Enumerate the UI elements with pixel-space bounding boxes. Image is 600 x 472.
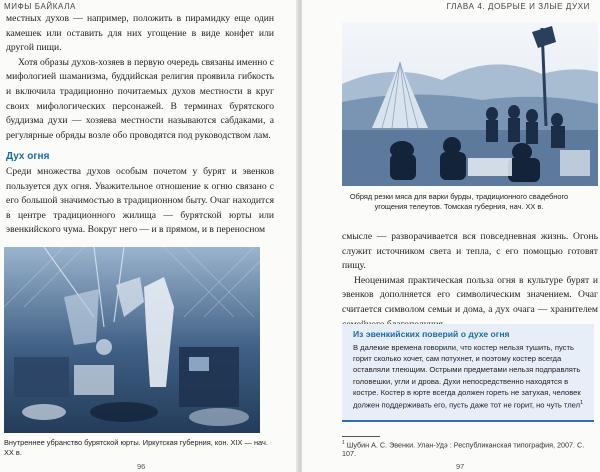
sidebar-body	[353, 342, 587, 411]
footnote-rule	[342, 436, 380, 437]
right-running-head: ГЛАВА 4. ДОБРЫЕ И ЗЛЫЕ ДУХИ	[446, 2, 590, 11]
left-running-head: МИФЫ БАЙКАЛА	[4, 2, 76, 11]
right-body-text	[342, 230, 598, 332]
wedding-feast-photo	[342, 22, 598, 186]
wedding-feast-image	[342, 22, 598, 186]
footnote-number: 1	[342, 440, 345, 446]
footnote-text: Шубин А. С. Эвенки. Улан-Удэ : Республиканская типография, 2007. С. 107.	[342, 440, 585, 459]
paragraph-fire-spirit: Среди множества духов особым почетом у бурят и эвенков пользуется дух огня. Уважительное отношение к огню связано с его большой значимостью в традиционном быту. Очаг находится в центре традиционного жилища — бурятской юрты или эвенкийского чума. Вокруг него — и в прямом, и в переносном	[6, 166, 274, 236]
yurt-interior-photo	[4, 247, 260, 433]
left-section-text	[6, 165, 274, 238]
left-body-text	[6, 12, 274, 143]
paragraph-continued: местных духов — например, положить в пирамидку еще один камешек или оставить для них угощение в виде конфет или другой пищи.	[6, 13, 274, 54]
right-page	[302, 0, 600, 472]
yurt-photo-caption: Внутреннее убранство бурятской юрты. Иркутская губерния, кон. XIX — нач. XX в.	[4, 438, 268, 457]
left-page-number: 96	[137, 462, 146, 471]
paragraph-everyday-life: смысле — разворачивается вся повседневная жизнь. Огонь служит источником света и тепла, с его помощью готовят пищу.	[342, 231, 598, 272]
paragraph-spirits-buddhism: Хотя образы духов-хозяев в первую очередь связаны именно с мифологией шаманизма, буддийская религия проявила гибкость и включила традиционно почитаемых духов местности в круг своих мифологических персонажей. В терминах бурятского буддизма духи — хозяева местности называются сабдаками, а регулярные обряды возле обо проводятся под руководством лам.	[6, 56, 274, 141]
evenki-beliefs-sidebar	[342, 324, 594, 422]
sidebar-body-text: В далекие времена говорили, что костер нельзя тушить, пусть горит сколько хочет, сам потухнет, и поэтому костер всегда оставляли тлеющим. Острыми предметами нельзя подправлять головешки, угли и дрова. Духи непосредственно находятся в костре. Костер в юрте всегда должен гореть не затухая, человек должен поддерживать его, пусть даже тот не горит, но чуть тлел	[353, 343, 581, 410]
yurt-interior-image	[4, 247, 260, 433]
paragraph-fire-symbolism: Неоценимая практическая польза огня в культуре бурят и эвенков дополняется его символическим значением. Очаг считается символом семьи и дома, а дух очага — хранителем	[342, 274, 598, 315]
footnote-reference[interactable]: 1	[580, 400, 584, 407]
right-page-number: 97	[456, 462, 465, 471]
wedding-photo-caption: Обряд резки мяса для варки бурды, традиционного свадебного угощения телеутов. Томская губерния, нач. XX в.	[349, 192, 569, 211]
sidebar-title: Из эвенкийских поверий о духе огня	[353, 329, 510, 339]
left-page	[0, 0, 298, 472]
footnote	[342, 440, 598, 458]
section-heading-fire-spirit: Дух огня	[6, 151, 50, 162]
